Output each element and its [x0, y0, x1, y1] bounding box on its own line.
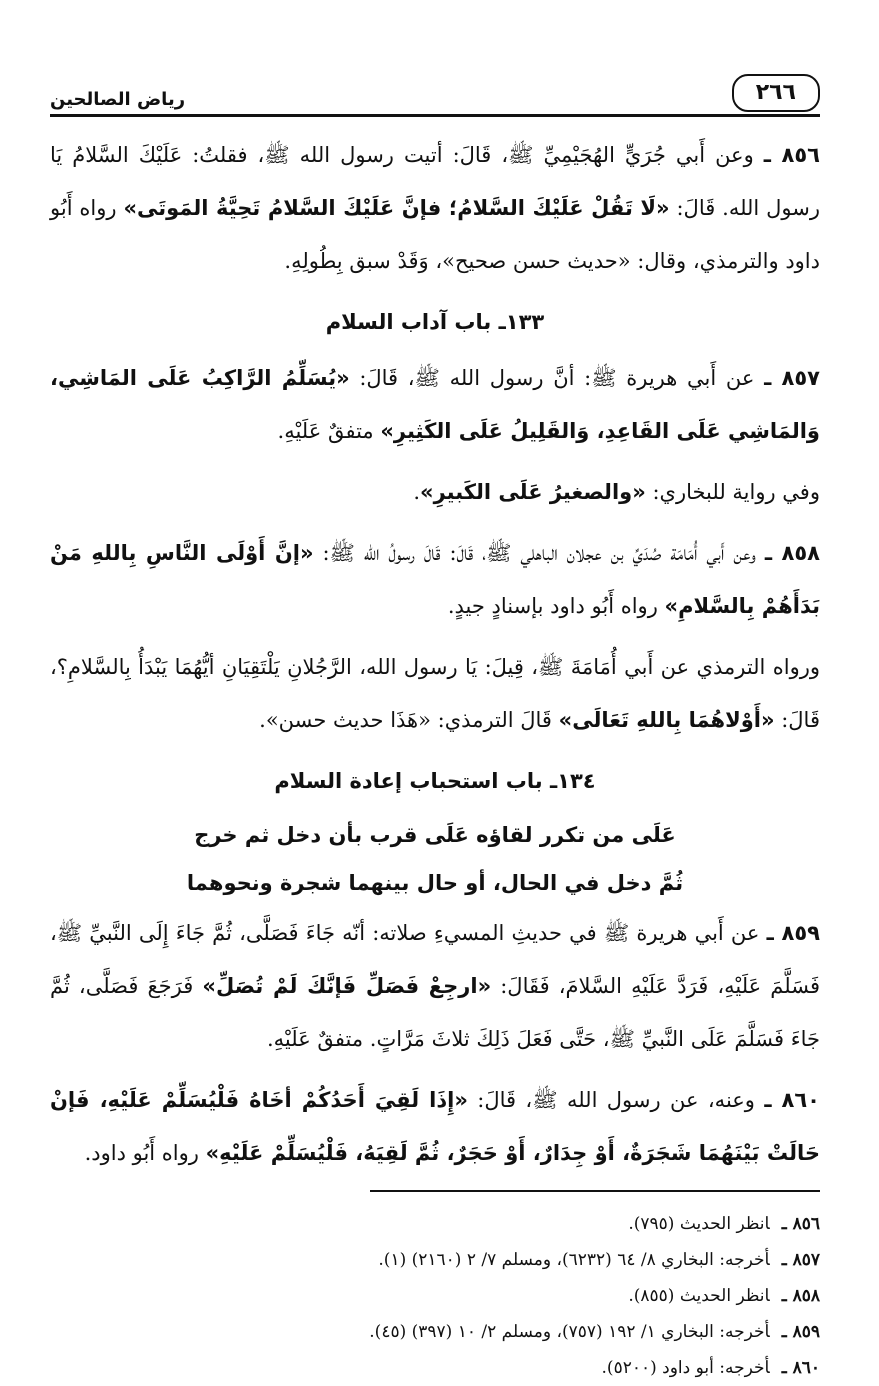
hadith-number: ٨٥٧ ـ — [764, 366, 820, 390]
hadith-857 — [50, 352, 820, 458]
hadith-source: فَرَجَعَ فَصَلَّى، ثُمَّ جَاءَ فَسَلَّمَ عَلَى النَّبيِّ ﷺ، حَتَّى فَعَلَ ذَلِكَ ثلاثَ مَرَّاتٍ. متفقٌ عَلَيْهِ. — [50, 974, 820, 1051]
footnote-text: انظر الحديث (٨٥٥). — [628, 1286, 770, 1306]
hadith-text: عن أَبي هريرة ﷺ: أنَّ رسول الله ﷺ، قَالَ: — [349, 366, 765, 390]
chapter-heading-134: ١٣٤ـ باب استحباب إعادة السلام — [274, 769, 596, 793]
hadith-number: ٨٥٨ ـ — [764, 541, 820, 565]
hadith-858 — [50, 527, 820, 633]
footnotes — [50, 1206, 820, 1386]
hadith-source: . — [413, 480, 421, 504]
footnote-857 — [50, 1242, 820, 1278]
footnote-number: ٨٦٠ ـ — [781, 1358, 820, 1378]
hadith-quote: «أَوْلاهُمَا بِاللهِ تَعَالَى» — [558, 708, 775, 732]
hadith-quote: «ارجِعْ فَصَلِّ فَإنَّكَ لَمْ تُصَلِّ» — [202, 974, 492, 998]
footnote-number: ٨٥٨ ـ — [781, 1286, 820, 1306]
hadith-number: ٨٥٦ ـ — [763, 143, 820, 167]
footnote-number: ٨٥٧ ـ — [781, 1250, 820, 1270]
hadith-856 — [50, 129, 820, 288]
footnote-number: ٨٥٩ ـ — [781, 1322, 820, 1342]
hadith-quote: «لَا تَقُلْ عَلَيْكَ السَّلامُ؛ فإنَّ عَلَيْكَ السَّلامُ تَحِيَّةُ المَوتَى» — [123, 196, 670, 220]
footnote-858 — [50, 1278, 820, 1314]
hadith-source: متفقٌ عَلَيْهِ. — [277, 419, 381, 443]
hadith-quote: «يُسَلِّمُ الرَّاكِبُ عَلَى المَاشِي، وَالمَاشِي عَلَى القَاعِدِ، وَالقَلِيلُ عَلَى الكَثِيرِ» — [50, 366, 820, 443]
hadith-source: رواه أَبُو داود بإسنادٍ جيدٍ. — [447, 594, 665, 618]
book-title: رياض الصالحين — [50, 89, 186, 110]
page-number: ٢٦٦ — [732, 74, 820, 112]
hadith-quote: «والصغيرُ عَلَى الكَبيرِ» — [420, 480, 646, 504]
footnote-859 — [50, 1314, 820, 1350]
page-content — [50, 129, 820, 1386]
hadith-text: وعنه، عن رسول الله ﷺ، قَالَ: — [467, 1088, 765, 1112]
chapter-heading-133: ١٣٣ـ باب آداب السلام — [325, 310, 545, 334]
footnote-text: أخرجه: أبو داود (٥٢٠٠). — [601, 1358, 770, 1378]
hadith-source: قَالَ الترمذي: «هَذَا حديث حسن». — [259, 708, 559, 732]
hadith-source: رواه أَبُو داود والترمذي، وقال: «حديث حسن صحيح»، وَقَدْ سبق بِطُولِهِ. — [50, 196, 820, 273]
hadith-text: وعن أَبي أُمَامَة صُدَيِّ بن عجلان الباهلي ﷺ، قَالَ: قَالَ رسولُ الله ﷺ: — [313, 541, 765, 565]
hadith-number: ٨٦٠ ـ — [764, 1088, 820, 1112]
footnote-860 — [50, 1350, 820, 1386]
hadith-859 — [50, 907, 820, 1066]
hadith-number: ٨٥٩ ـ — [766, 921, 820, 945]
hadith-quote: «إنَّ أَوْلَى النَّاسِ بِاللهِ مَنْ بَدَأَهُمْ بِالسَّلامِ» — [50, 541, 820, 618]
hadith-text: ورواه الترمذي عن أَبي أُمَامَةَ ﷺ، قِيلَ: يَا رسول الله، الرَّجُلانِ يَلْتَقِيَانِ أيُّهُمَا يَبْدَأُ بِالسَّلامِ؟، قَالَ: — [50, 655, 820, 732]
hadith-text: وفي رواية للبخاري: — [645, 480, 820, 504]
chapter-heading-134-line-3: ثُمَّ دخل في الحال، أو حال بينهما شجرة ونحوهما — [186, 871, 684, 895]
hadith-858-variant — [50, 641, 820, 747]
chapter-heading-134-line-2: عَلَى من تكرر لقاؤه عَلَى قرب بأن دخل ثم خرج — [194, 823, 676, 847]
footnote-text: أخرجه: البخاري ٨/ ٦٤ (٦٢٣٢)، ومسلم ٧/ ٢ (٢١٦٠) (١). — [378, 1250, 770, 1270]
hadith-source: رواه أَبُو داود. — [84, 1141, 206, 1165]
footnote-number: ٨٥٦ ـ — [781, 1214, 820, 1234]
footnote-856 — [50, 1206, 820, 1242]
hadith-text: وعن أَبي جُرَيٍّ الهُجَيْمِيِّ ﷺ، قَالَ: أتيت رسول الله ﷺ، فقلتُ: عَلَيْكَ السَّلامُ يَا رسول الله. قَالَ: — [50, 143, 821, 220]
footnote-text: أخرجه: البخاري ١/ ١٩٢ (٧٥٧)، ومسلم ٢/ ١٠ (٣٩٧) (٤٥). — [369, 1322, 770, 1342]
book-page — [50, 72, 820, 1386]
footnote-text: انظر الحديث (٧٩٥). — [628, 1214, 770, 1234]
hadith-860 — [50, 1074, 820, 1180]
hadith-857-variant — [50, 466, 820, 519]
footnote-divider — [370, 1190, 820, 1192]
hadith-quote: «إِذَا لَقِيَ أَحَدُكُمْ أخَاهُ فَلْيُسَلِّمْ عَلَيْهِ، فَإنْ حَالَتْ بَيْنَهُمَا شَجَرَةٌ، أَوْ جِدَارٌ، أَوْ حَجَرٌ، ثُمَّ لَقِيَهُ، فَلْيُسَلِّمْ عَلَيْهِ» — [50, 1088, 820, 1165]
page-header — [50, 72, 820, 117]
hadith-text: عن أَبي هريرة ﷺ في حديثِ المسيءِ صلاته: أنّه جَاءَ فَصَلَّى، ثُمَّ جَاءَ إِلَى النَّبيِّ ﷺ، فَسَلَّمَ عَلَيْهِ، فَرَدَّ عَلَيْهِ السَّلامَ، فَقَالَ: — [50, 921, 820, 998]
